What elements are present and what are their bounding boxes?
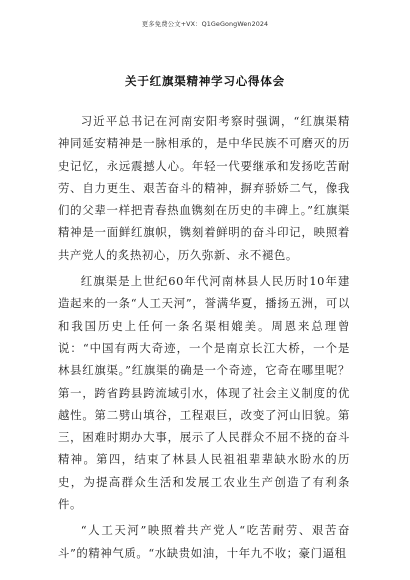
paragraph: “人工天河”映照着共产党人“吃苦耐劳、艰苦奋斗”的精神气质。“水缺贵如油，十年九不收；豪门逼租 — [58, 523, 350, 560]
document-title: 关于红旗渠精神学习心得体会 — [125, 74, 285, 88]
promo-header: 更多免费公文+VX：Q1GeGongWen2024 — [141, 20, 269, 28]
paragraph: 习近平总书记在河南安阳考察时强调，“红旗渠精神同延安精神是一脉相承的，是中华民族不可磨灭的历史记忆，永远震撼人心。年轻一代要继承和发扬吃苦耐劳、自力更生、艰苦奋斗的精神，摒弃骄娇二气，像我们的父辈一样把青春热血镌刻在历史的丰碑上。”红旗渠精神是一面鲜红旗帜，镌刻着鲜明的奋斗印记，映照着共产党人的炙热初心，历久弥新、永不褪色。 — [58, 114, 350, 262]
document-body — [58, 110, 350, 568]
paragraph: 红旗渠是上世纪60年代河南林县人民历时10年建造起来的一条“人工天河”，誉满华夏，播扬五洲，可以和我国历史上任何一条名渠相媲美。周恩来总理曾说：“中国有两大奇迹，一个是南京长江大桥，一个是林县红旗渠。”红旗渠的确是一个奇迹，它奇在哪里呢？第一，跨省跨县跨流域引水，体现了社会主义制度的优越性。第二劈山填谷，工程艰巨，改变了河山旧貌。第三，困难时期办大事，展示了人民群众不屈不挠的奋斗精神。第四，结束了林县人民祖祖辈辈缺水盼水的历史，为提高群众生活和发展工农业生产创造了有利条件。 — [58, 274, 350, 512]
